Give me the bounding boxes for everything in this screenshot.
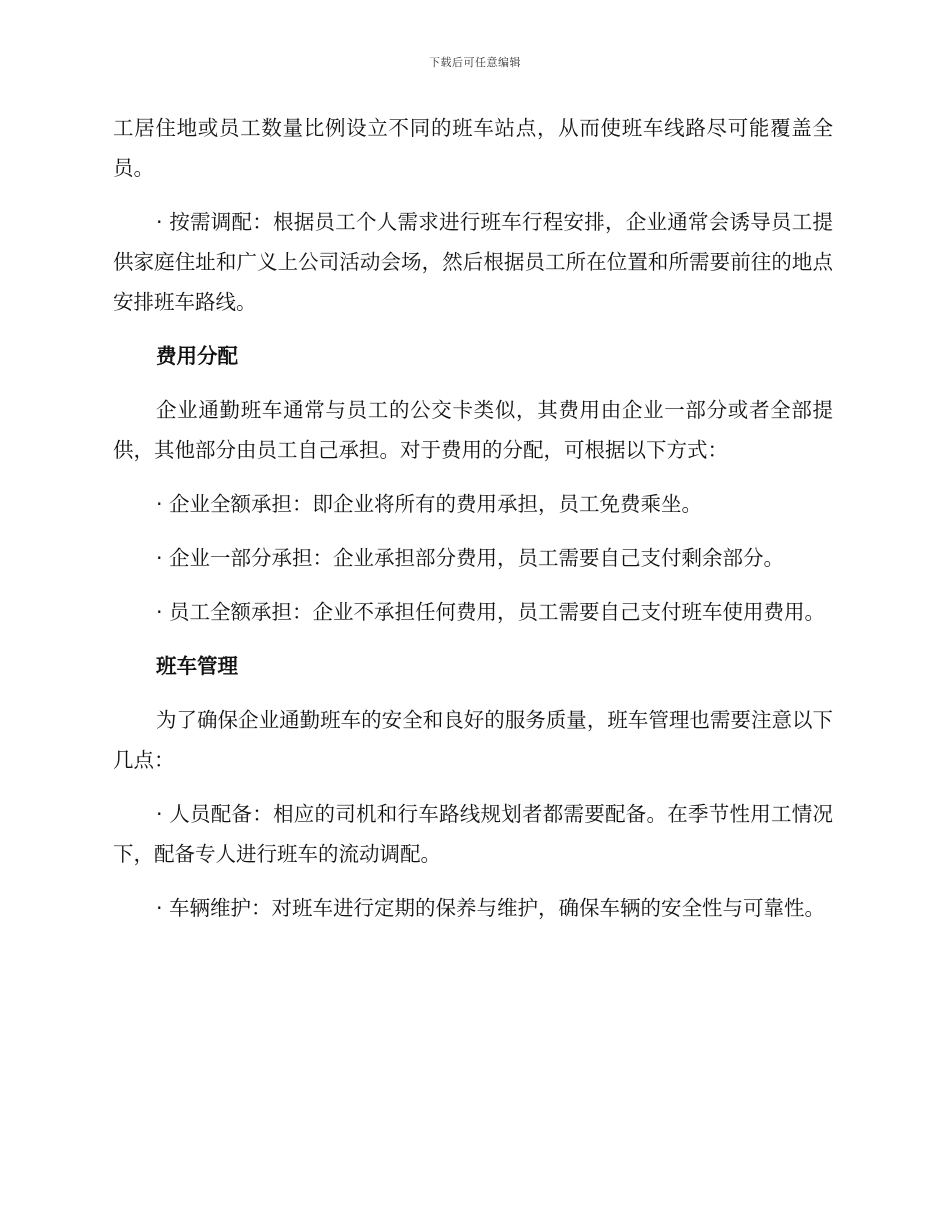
bullet-on-demand: · 按需调配：根据员工个人需求进行班车行程安排，企业通常会诱导员工提供家庭住址和广义上公司活动会场，然后根据员工所在位置和所需要前往的地点安排班车路线。 <box>113 210 833 314</box>
paragraph-management-intro: 为了确保企业通勤班车的安全和良好的服务质量，班车管理也需要注意以下几点： <box>113 708 833 772</box>
bullet-company-partial: · 企业一部分承担：企业承担部分费用，员工需要自己支付剩余部分。 <box>156 546 785 570</box>
bullet-vehicle-maintenance: · 车辆维护：对班车进行定期的保养与维护，确保车辆的安全性与可靠性。 <box>156 896 826 920</box>
bullet-staffing: · 人员配备：相应的司机和行车路线规划者都需要配备。在季节性用工情况下，配备专人进行班车的流动调配。 <box>113 802 833 866</box>
page-header: 下载后可任意编辑 <box>429 56 521 69</box>
paragraph-cost-intro: 企业通勤班车通常与员工的公交卡类似，其费用由企业一部分或者全部提供，其他部分由员工自己承担。对于费用的分配，可根据以下方式： <box>113 398 833 462</box>
document-body <box>113 108 833 942</box>
heading-shuttle-management: 班车管理 <box>156 654 238 678</box>
bullet-company-full: · 企业全额承担：即企业将所有的费用承担，员工免费乘坐。 <box>156 492 703 516</box>
bullet-employee-full: · 员工全额承担：企业不承担任何费用，员工需要自己支付班车使用费用。 <box>156 600 826 624</box>
paragraph-stations: 工居住地或员工数量比例设立不同的班车站点，从而使班车线路尽可能覆盖全员。 <box>113 116 833 180</box>
heading-cost-allocation: 费用分配 <box>156 344 238 368</box>
